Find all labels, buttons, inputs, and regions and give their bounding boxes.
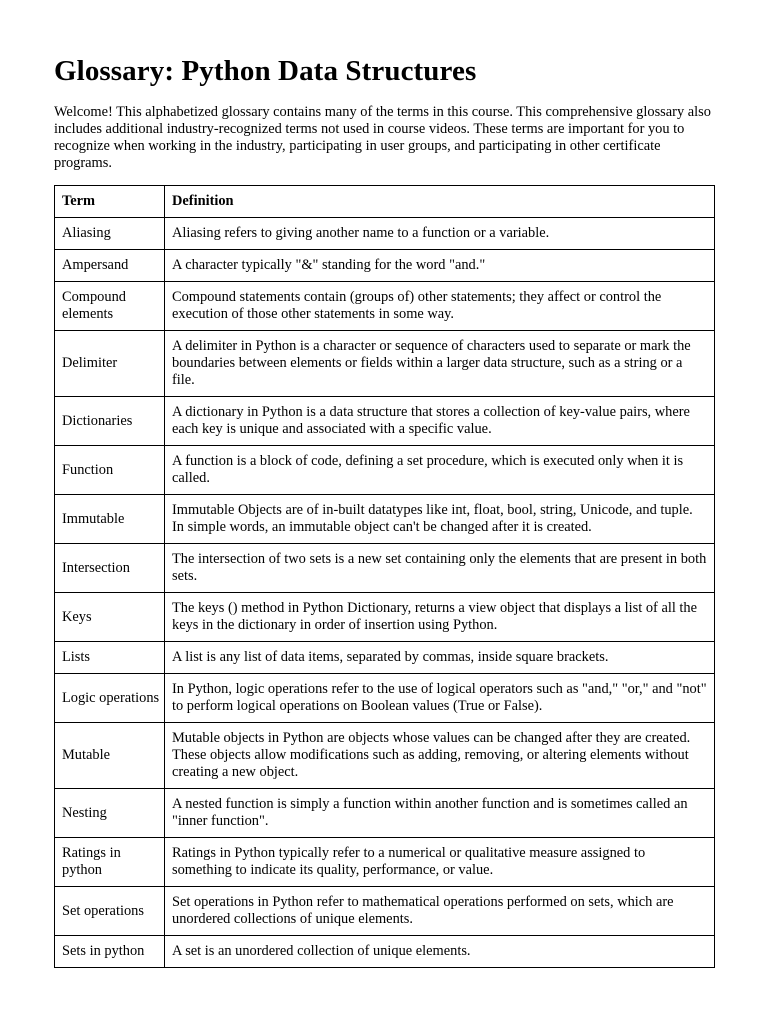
term-cell: Lists: [55, 642, 165, 674]
term-cell: Set operations: [55, 887, 165, 936]
definition-cell: Set operations in Python refer to mathematical operations performed on sets, which are unordered collections of unique elements.: [165, 887, 715, 936]
table-row: [55, 723, 715, 789]
definition-cell: In Python, logic operations refer to the use of logical operators such as "and," "or," and "not" to perform logical operations on Boolean values (True or False).: [165, 674, 715, 723]
definition-cell: Mutable objects in Python are objects whose values can be changed after they are created. These objects allow modifications such as adding, removing, or altering elements without creating a new object.: [165, 723, 715, 789]
table-row: [55, 218, 715, 250]
intro-paragraph: Welcome! This alphabetized glossary contains many of the terms in this course. This comprehensive glossary also includes additional industry-recognized terms not used in course videos. These terms are important for you to recognize when working in the industry, participating in user groups, and participating in other certificate programs.: [54, 104, 711, 171]
definition-cell: A character typically "&" standing for the word "and.": [165, 250, 715, 282]
table-row: [55, 642, 715, 674]
definition-cell: The intersection of two sets is a new set containing only the elements that are present in both sets.: [165, 544, 715, 593]
term-cell: Delimiter: [55, 331, 165, 397]
table-row: [55, 887, 715, 936]
table-row: [55, 838, 715, 887]
page-title: Glossary: Python Data Structures: [54, 55, 477, 87]
column-header-definition: Definition: [165, 186, 715, 218]
table-row: [55, 331, 715, 397]
term-cell: Ampersand: [55, 250, 165, 282]
table-row: [55, 446, 715, 495]
definition-cell: Aliasing refers to giving another name to a function or a variable.: [165, 218, 715, 250]
definition-cell: Ratings in Python typically refer to a numerical or qualitative measure assigned to something to indicate its quality, performance, or value.: [165, 838, 715, 887]
definition-cell: A dictionary in Python is a data structure that stores a collection of key-value pairs, where each key is unique and associated with a specific value.: [165, 397, 715, 446]
term-cell: Nesting: [55, 789, 165, 838]
definition-cell: A set is an unordered collection of unique elements.: [165, 936, 715, 968]
table-row: [55, 544, 715, 593]
table-header-row: [55, 186, 715, 218]
table-row: [55, 936, 715, 968]
definition-cell: The keys () method in Python Dictionary, returns a view object that displays a list of all the keys in the dictionary in order of insertion using Python.: [165, 593, 715, 642]
table-row: [55, 495, 715, 544]
definition-cell: Compound statements contain (groups of) other statements; they affect or control the execution of those other statements in some way.: [165, 282, 715, 331]
term-cell: Ratings in python: [55, 838, 165, 887]
column-header-term: Term: [55, 186, 165, 218]
table-row: [55, 250, 715, 282]
table-row: [55, 789, 715, 838]
glossary-table: [54, 185, 715, 968]
table-row: [55, 674, 715, 723]
term-cell: Sets in python: [55, 936, 165, 968]
definition-cell: Immutable Objects are of in-built datatypes like int, float, bool, string, Unicode, and tuple. In simple words, an immutable object can't be changed after it is created.: [165, 495, 715, 544]
table-row: [55, 282, 715, 331]
term-cell: Keys: [55, 593, 165, 642]
term-cell: Function: [55, 446, 165, 495]
term-cell: Aliasing: [55, 218, 165, 250]
term-cell: Compound elements: [55, 282, 165, 331]
definition-cell: A function is a block of code, defining a set procedure, which is executed only when it is called.: [165, 446, 715, 495]
term-cell: Logic operations: [55, 674, 165, 723]
definition-cell: A list is any list of data items, separated by commas, inside square brackets.: [165, 642, 715, 674]
term-cell: Immutable: [55, 495, 165, 544]
term-cell: Intersection: [55, 544, 165, 593]
term-cell: Mutable: [55, 723, 165, 789]
definition-cell: A nested function is simply a function within another function and is sometimes called an "inner function".: [165, 789, 715, 838]
table-row: [55, 397, 715, 446]
table-row: [55, 593, 715, 642]
term-cell: Dictionaries: [55, 397, 165, 446]
definition-cell: A delimiter in Python is a character or sequence of characters used to separate or mark the boundaries between elements or fields within a larger data structure, such as a string or a file.: [165, 331, 715, 397]
